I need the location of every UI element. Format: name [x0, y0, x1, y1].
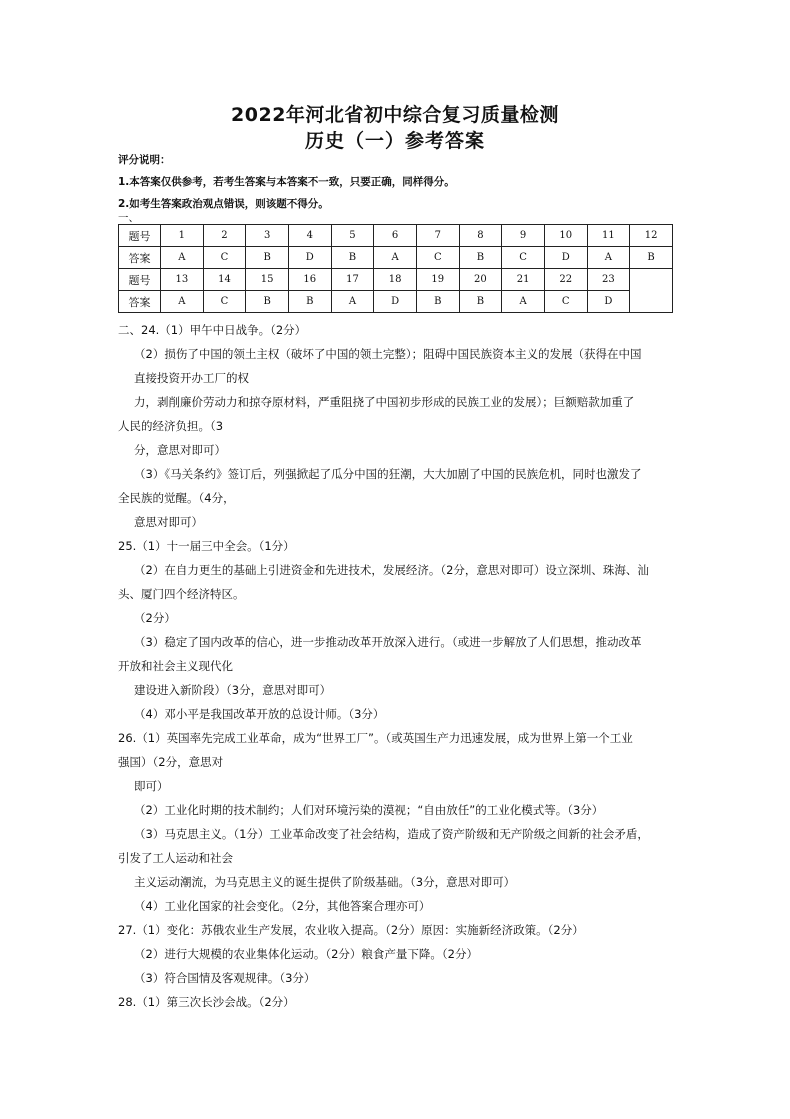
- answer-line: 头、厦门四个经济特区。: [118, 587, 245, 601]
- question-number: 3: [246, 225, 289, 247]
- question-number-label: 题号: [119, 269, 161, 291]
- answer-cell: C: [416, 247, 459, 269]
- answer-cell: D: [587, 291, 630, 313]
- answer-cell: A: [161, 247, 204, 269]
- question-number: 9: [502, 225, 545, 247]
- answer-cell: C: [203, 291, 246, 313]
- question-number: 8: [459, 225, 502, 247]
- page-subtitle: 历史（一）参考答案: [304, 130, 485, 152]
- answer-line: 强国）（2分，意思对: [118, 755, 224, 769]
- answer-table: [118, 224, 673, 313]
- question-number: 17: [331, 269, 374, 291]
- table-row: [119, 269, 673, 291]
- question-number: 22: [544, 269, 587, 291]
- answer-line: 即可）: [134, 779, 169, 793]
- answer-line: （3）马克思主义。（1分）工业革命改变了社会结构，造成了资产阶级和无产阶级之间新的社会矛盾，: [134, 827, 649, 841]
- question-number-label: 题号: [119, 225, 161, 247]
- answer-cell: B: [459, 247, 502, 269]
- answer-line: （2）损伤了中国的领土主权（破坏了中国的领土完整）；阻碍中国民族资本主义的发展（获得在中国: [134, 347, 642, 361]
- question-number: 21: [502, 269, 545, 291]
- answer-line: 意思对即可）: [134, 515, 203, 529]
- answer-cell: B: [459, 291, 502, 313]
- question-number: 12: [630, 225, 673, 247]
- answer-label: 答案: [119, 291, 161, 313]
- answer-line: 主义运动潮流，为马克思主义的诞生提供了阶级基础。（3分，意思对即可）: [134, 875, 516, 889]
- answer-line: 27.（1）变化：苏俄农业生产发展，农业收入提高。（2分）原因：实施新经济政策。（2分）: [118, 923, 584, 937]
- page-title: 2022年河北省初中综合复习质量检测: [231, 104, 559, 126]
- question-number: 7: [416, 225, 459, 247]
- answer-line: 28.（1）第三次长沙会战。（2分）: [118, 995, 295, 1009]
- answer-cell: B: [416, 291, 459, 313]
- scoring-notes-heading: 评分说明：: [118, 154, 171, 166]
- answer-line: 全民族的觉醒。（4分，: [118, 491, 235, 505]
- answer-line: （3）《马关条约》签订后，列强掀起了瓜分中国的狂潮，大大加剧了中国的民族危机，同时也激发了: [134, 467, 642, 481]
- answer-cell: C: [544, 291, 587, 313]
- answer-line: 直接投资开办工厂的权: [134, 371, 249, 385]
- answer-cell: C: [203, 247, 246, 269]
- answer-line: 建设进入新阶段）（3分，意思对即可）: [134, 683, 332, 697]
- answer-label: 答案: [119, 247, 161, 269]
- scoring-note-1: 1.本答案仅供参考，若考生答案与本答案不一致，只要正确，同样得分。: [118, 176, 455, 188]
- answer-line: 分，意思对即可）: [134, 443, 226, 457]
- answer-line: （3）符合国情及客观规律。（3分）: [134, 971, 316, 985]
- table-row: [119, 225, 673, 247]
- question-number: 4: [288, 225, 331, 247]
- answer-line: （2）在自力更生的基础上引进资金和先进技术，发展经济。（2分，意思对即可）设立深圳、珠海、汕: [134, 563, 649, 577]
- answer-line: （2分）: [134, 611, 176, 625]
- answer-cell: A: [502, 291, 545, 313]
- answer-line: （4）工业化国家的社会变化。（2分，其他答案合理亦可）: [134, 899, 431, 913]
- answer-cell: B: [331, 247, 374, 269]
- table-row: [119, 247, 673, 269]
- answer-cell: A: [374, 247, 417, 269]
- answer-line: （2）工业化时期的技术制约；人们对环境污染的漠视；“自由放任”的工业化模式等。（3分）: [134, 803, 604, 817]
- answer-cell: B: [630, 247, 673, 269]
- question-number: 5: [331, 225, 374, 247]
- question-number: 16: [288, 269, 331, 291]
- answer-cell: D: [288, 247, 331, 269]
- answer-cell: D: [374, 291, 417, 313]
- question-number: 14: [203, 269, 246, 291]
- question-number: 19: [416, 269, 459, 291]
- answer-line: （3）稳定了国内改革的信心，进一步推动改革开放深入进行。（或进一步解放了人们思想，推动改革: [134, 635, 642, 649]
- question-number: 11: [587, 225, 630, 247]
- answer-cell: A: [587, 247, 630, 269]
- answer-line: 力，剥削廉价劳动力和掠夺原材料，严重阻挠了中国初步形成的民族工业的发展）；巨额赔款加重了: [134, 395, 635, 409]
- answer-cell: A: [331, 291, 374, 313]
- answer-line: 开放和社会主义现代化: [118, 659, 233, 673]
- question-number: 2: [203, 225, 246, 247]
- answer-line: 引发了工人运动和社会: [118, 851, 233, 865]
- question-number: 13: [161, 269, 204, 291]
- section-one-label: 一、: [118, 212, 139, 224]
- question-number: 6: [374, 225, 417, 247]
- answer-cell: B: [246, 291, 289, 313]
- answer-cell: D: [544, 247, 587, 269]
- answer-line: 二、24.（1）甲午中日战争。（2分）: [118, 323, 307, 337]
- answer-line: 人民的经济负担。（3: [118, 419, 224, 433]
- question-number: 10: [544, 225, 587, 247]
- question-number: 20: [459, 269, 502, 291]
- scoring-note-2: 2.如考生答案政治观点错误，则该题不得分。: [118, 198, 329, 210]
- answer-line: 25.（1）十一届三中全会。（1分）: [118, 539, 295, 553]
- answer-line: （4）邓小平是我国改革开放的总设计师。（3分）: [134, 707, 385, 721]
- answer-line: 26.（1）英国率先完成工业革命，成为“世界工厂”。（或英国生产力迅速发展，成为世界上第一个工业: [118, 731, 633, 745]
- question-number: 15: [246, 269, 289, 291]
- empty-cell: [630, 269, 673, 313]
- question-number: 23: [587, 269, 630, 291]
- answer-line: （2）进行大规模的农业集体化运动。（2分）粮食产量下降。（2分）: [134, 947, 478, 961]
- table-row: [119, 291, 673, 313]
- question-number: 1: [161, 225, 204, 247]
- answer-cell: A: [161, 291, 204, 313]
- question-number: 18: [374, 269, 417, 291]
- answer-cell: C: [502, 247, 545, 269]
- answer-cell: B: [288, 291, 331, 313]
- answer-cell: B: [246, 247, 289, 269]
